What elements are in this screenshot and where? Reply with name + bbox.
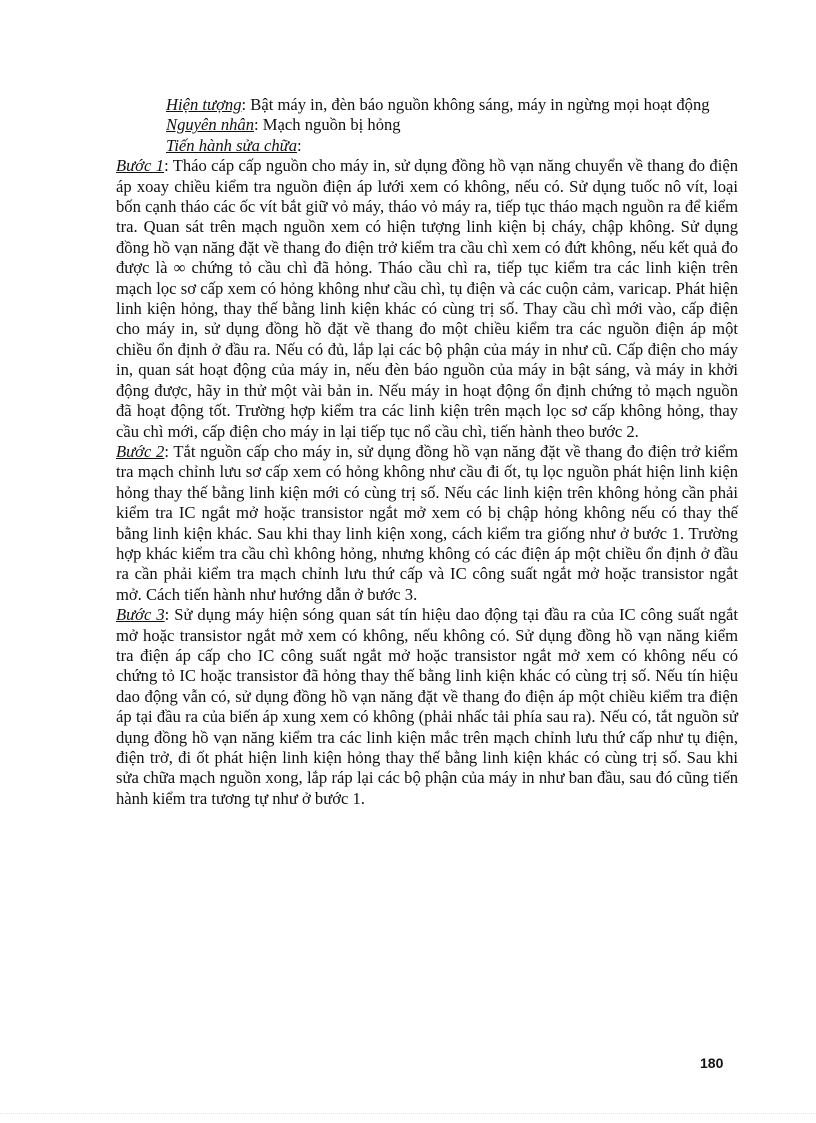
procedure-heading — [116, 136, 738, 156]
footer-divider — [0, 1113, 816, 1114]
cause-paragraph — [116, 115, 738, 135]
step-1-text: : Tháo cáp cấp nguồn cho máy in, sử dụng đồng hồ vạn năng chuyển về thang đo điện áp xoay chiều kiểm tra nguồn điện áp lưới xem có không, nếu có. Sử dụng tuốc nô vít, loại bốn cạnh tháo các ốc vít bắt giữ vỏ máy, tháo vỏ máy ra, tiếp tục tháo mạch nguồn ra để kiểm tra. Quan sát trên mạch nguồn xem có hiện tượng linh kiện bị cháy, chập không. Sử dụng đồng hồ vạn năng đặt về thang đo điện trở kiểm tra cầu chì xem có đứt không, nếu kết quả đo được là ∞ chứng tỏ cầu chì đã hỏng. Tháo cầu chì ra, tiếp tục kiểm tra các linh kiện trên mạch lọc sơ cấp xem có hỏng không như cầu chì, tụ điện và các cuộn cảm, varicap. Phát hiện linh kiện hỏng, thay thế bằng linh kiện khác có cùng trị số. Thay cầu chì mới vào, cấp điện cho máy in, sử dụng đồng hồ đặt về thang đo một chiều kiểm tra các nguồn điện áp một chiều ổn định ở đầu ra. Nếu có đủ, lắp lại các bộ phận của máy in như cũ. Cấp điện cho máy in, quan sát hoạt động của máy in, nếu đèn báo nguồn của máy in bật sáng, và máy in khởi động được, hãy in thử một vài bản in. Nếu máy in hoạt động ổn định chứng tỏ mạch nguồn đã hoạt động tốt. Trường hợp kiểm tra các linh kiện trên mạch lọc sơ cấp không hỏng, thay cầu chì mới, cấp điện cho máy in lại tiếp tục nổ cầu chì, tiến hành theo bước 2. — [116, 156, 738, 441]
procedure-colon: : — [297, 135, 302, 155]
symptom-text: : Bật máy in, đèn báo nguồn không sáng, máy in ngừng mọi hoạt động — [241, 95, 710, 114]
step-1-label: Bước 1 — [116, 156, 165, 176]
procedure-label: Tiến hành sửa chữa — [166, 135, 298, 155]
step-3-paragraph — [116, 605, 738, 809]
symptom-paragraph — [116, 95, 738, 115]
cause-label: Nguyên nhân — [166, 115, 255, 135]
step-3-label: Bước 3 — [116, 605, 165, 625]
page-number: 180 — [700, 1055, 724, 1071]
step-2-label: Bước 2 — [116, 441, 165, 461]
step-2-text: : Tắt nguồn cấp cho máy in, sử dụng đồng hồ vạn năng đặt về thang đo điện trở kiểm tra mạch chỉnh lưu sơ cấp xem có hỏng không như cầu đi ốt, tụ lọc nguồn phát hiện linh kiện hỏng thay thế bằng linh kiện mới có cùng trị số. Nếu các linh kiện trên không hỏng cần phải kiểm tra IC ngắt mở hoặc transistor ngắt mở xem có bị chập hỏng không nếu có thay thế bằng linh kiện khác. Sau khi thay linh kiện xong, cách kiểm tra giống như ở bước 1. Trường hợp khác kiểm tra cầu chì không hỏng, nhưng không có các điện áp một chiều ổn định ở đầu ra cần phải kiểm tra mạch chỉnh lưu thứ cấp và IC công suất ngắt mở hoặc transistor ngắt mở. Cách tiến hành như hướng dẫn ở bước 3. — [116, 441, 738, 604]
step-2-paragraph — [116, 442, 738, 605]
cause-text: : Mạch nguồn bị hỏng — [254, 115, 401, 135]
symptom-label: Hiện tượng — [166, 95, 242, 114]
step-1-paragraph — [116, 156, 738, 442]
document-body — [116, 95, 738, 809]
step-3-text: : Sử dụng máy hiện sóng quan sát tín hiệu dao động tại đầu ra của IC công suất ngắt mở hoặc transistor ngắt mở xem có không, nếu không có. Sử dụng đồng hồ vạn năng kiểm tra điện áp cấp cho IC công suất ngắt mở hoặc transistor ngắt mở xem có không nếu có chứng tỏ IC hoặc transistor đã hỏng thay thế bằng linh kiện khác có cùng trị số. Nếu tín hiệu dao động vẫn có, sử dụng đồng hồ vạn năng đặt về thang đo điện áp một chiều kiểm tra điện áp tại đầu ra của biến áp xung xem có không (phải nhấc tải phía sau ra). Nếu có, tắt nguồn sử dụng đồng hồ vạn năng kiểm tra các linh kiện mắc trên mạch chỉnh lưu thứ cấp như tụ điện, điện trở, đi ốt phát hiện linh kiện hỏng thay thế bằng linh kiện khác có cùng trị số. Sau khi sửa chữa mạch nguồn xong, lắp ráp lại các bộ phận của máy in như ban đầu, sau đó cũng tiến hành kiểm tra tương tự như ở bước 1. — [116, 605, 738, 808]
